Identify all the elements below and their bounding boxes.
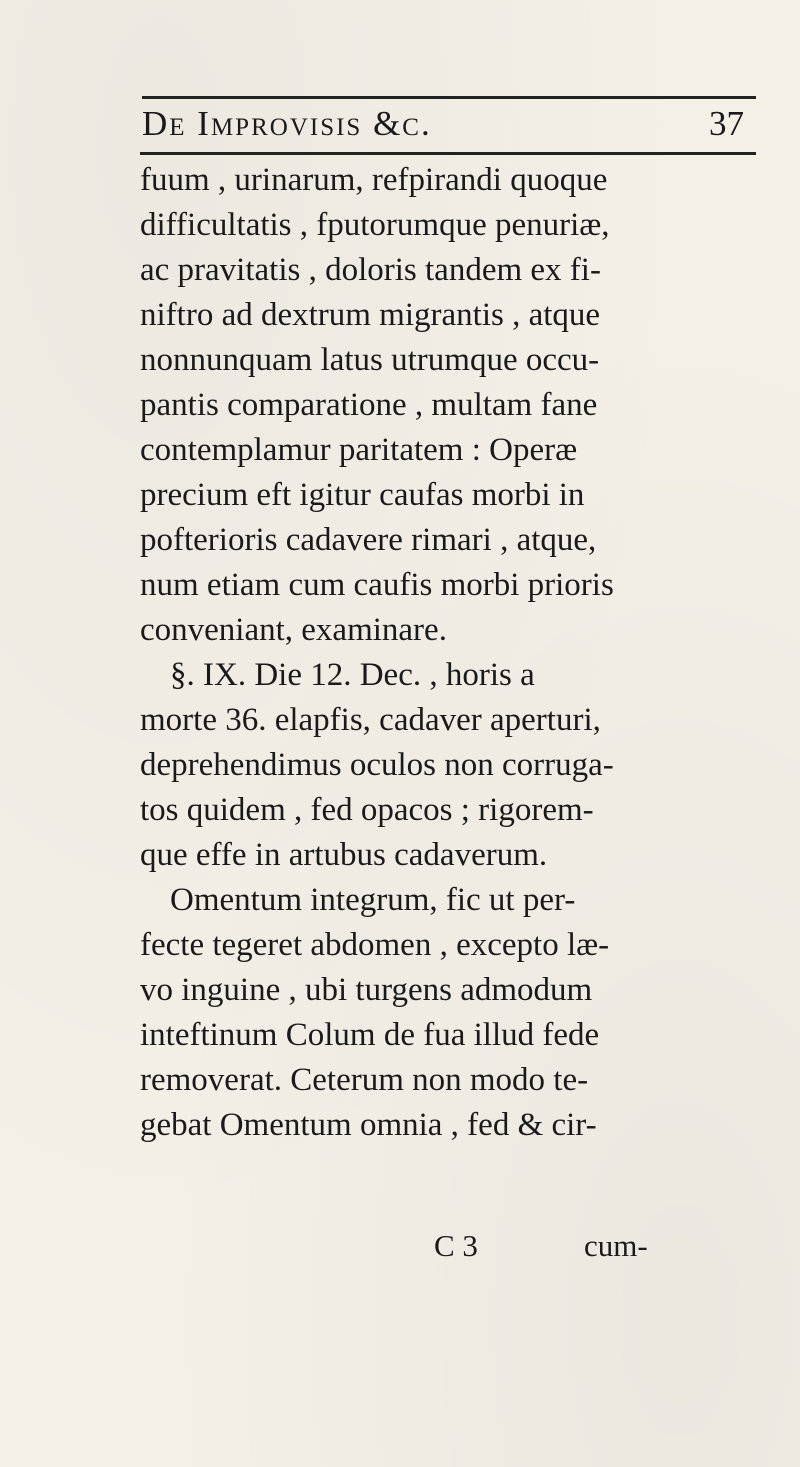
text-line: fuum , urinarum, refpirandi quoque	[140, 162, 608, 198]
text-line: gebat Omentum omnia , fed & cir-	[140, 1107, 597, 1143]
top-rule	[142, 96, 756, 99]
catchword: cum-	[584, 1228, 648, 1263]
text-line: contemplamur paritatem : Operæ	[140, 432, 578, 468]
section-heading-line: §. IX. Die 12. Dec. , horis a	[170, 657, 535, 693]
text-line: removerat. Ceterum non modo te-	[140, 1062, 589, 1098]
text-line: tos quidem , fed opacos ; rigorem-	[140, 792, 594, 828]
text-line: difficultatis , fputorumque penuriæ,	[140, 207, 610, 243]
text-line: ac pravitatis , doloris tandem ex fi-	[140, 252, 601, 288]
running-head: De Improvisis &c.	[142, 104, 432, 143]
paragraph-start-line: Omentum integrum, fic ut per-	[170, 882, 576, 918]
text-line: conveniant, examinare.	[140, 612, 447, 648]
signature-mark: C 3	[434, 1228, 478, 1263]
text-line: num etiam cum caufis morbi prioris	[140, 567, 614, 603]
page-number: 37	[709, 104, 744, 143]
text-line: inteftinum Colum de fua illud fede	[140, 1017, 600, 1053]
text-line: vo inguine , ubi turgens admodum	[140, 972, 593, 1008]
text-line: nonnunquam latus utrumque occu-	[140, 342, 600, 378]
text-line: fecte tegeret abdomen , excepto læ-	[140, 927, 610, 963]
page-footer	[140, 1228, 780, 1268]
text-line: precium eft igitur caufas morbi in	[140, 477, 585, 513]
text-line: niftro ad dextrum migrantis , atque	[140, 297, 601, 333]
header-rule	[140, 152, 756, 155]
text-line: morte 36. elapfis, cadaver aperturi,	[140, 702, 601, 738]
page-header	[142, 104, 756, 154]
text-line: pantis comparatione , multam fane	[140, 387, 598, 423]
text-line: que effe in artubus cadaverum.	[140, 837, 548, 873]
text-line: deprehendimus oculos non corruga-	[140, 747, 614, 783]
text-line: pofterioris cadavere rimari , atque,	[140, 522, 597, 558]
